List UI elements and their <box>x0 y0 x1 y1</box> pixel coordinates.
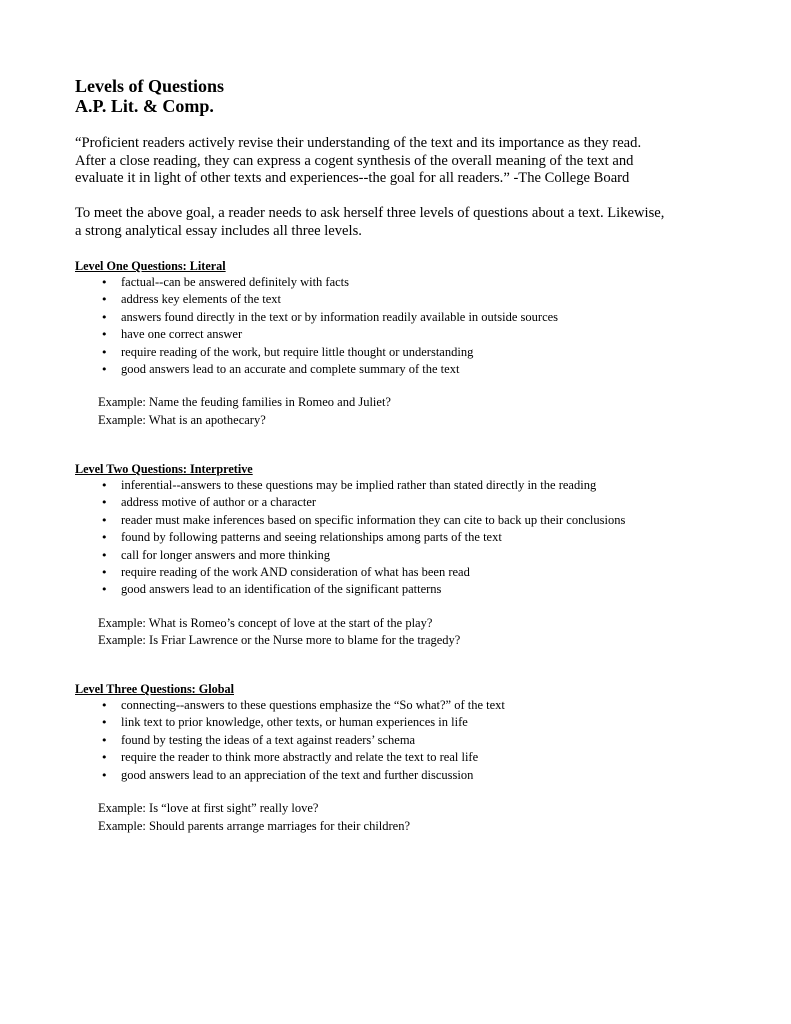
list-item: • factual--can be answered definitely with facts <box>75 274 725 291</box>
list-item: • link text to prior knowledge, other texts, or human experiences in life <box>75 714 725 731</box>
bullet-icon: • <box>101 513 108 527</box>
examples-block <box>75 615 725 650</box>
bullet-icon: • <box>101 496 108 510</box>
examples-block <box>75 394 725 429</box>
quote-line: “Proficient readers actively revise their understanding of the text and its importance as they read. <box>75 135 642 151</box>
bullet-icon: • <box>101 345 108 359</box>
quote-line: evaluate it in light of other texts and experiences--the goal for all readers.” -The College Board <box>75 170 630 186</box>
quote-paragraph <box>75 135 641 188</box>
bullet-icon: • <box>101 716 108 730</box>
title-line: Levels of Questions <box>75 76 225 96</box>
list-item: • address key elements of the text <box>75 291 725 308</box>
list-item: • require reading of the work AND consideration of what has been read <box>75 564 725 581</box>
intro-line: a strong analytical essay includes all three levels. <box>75 222 362 239</box>
list-item: • require reading of the work, but require little thought or understanding <box>75 344 725 361</box>
section-level-three <box>75 682 725 835</box>
bullet-icon: • <box>101 733 108 747</box>
bullet-icon: • <box>101 768 108 782</box>
example-line: Example: Should parents arrange marriages for their children? <box>98 818 411 833</box>
section-level-two <box>75 462 725 650</box>
bullet-icon: • <box>101 363 108 377</box>
section-heading: Level Three Questions: Global <box>75 682 235 696</box>
section-level-one <box>75 259 725 429</box>
example-line: Example: What is Romeo’s concept of love at the start of the play? <box>98 615 433 630</box>
bullet-icon: • <box>101 699 108 712</box>
bullet-icon: • <box>101 328 108 342</box>
intro-line: To meet the above goal, a reader needs to ask herself three levels of questions about a text. Likewise, <box>75 205 665 221</box>
example-line: Example: Name the feuding families in Romeo and Juliet? <box>98 395 391 410</box>
list-item: • found by testing the ideas of a text against readers’ schema <box>75 732 725 749</box>
subtitle-line: A.P. Lit. & Comp. <box>75 96 214 116</box>
intro-paragraph <box>75 205 664 240</box>
list-item: • good answers lead to an appreciation of the text and further discussion <box>75 767 725 784</box>
bullet-icon: • <box>101 751 108 765</box>
examples-block <box>75 800 725 835</box>
list-item: • connecting--answers to these questions emphasize the “So what?” of the text <box>75 697 725 714</box>
bullet-icon: • <box>101 310 108 324</box>
bullet-icon: • <box>101 548 108 562</box>
bullet-list <box>75 274 725 378</box>
list-item: • call for longer answers and more thinking <box>75 547 725 564</box>
list-item: • reader must make inferences based on specific information they can cite to back up their conclusions <box>75 512 725 529</box>
list-item: • have one correct answer <box>75 326 725 343</box>
bullet-icon: • <box>101 583 108 597</box>
bullet-icon: • <box>101 293 108 307</box>
document-title <box>75 76 224 116</box>
section-heading: Level Two Questions: Interpretive <box>75 462 253 476</box>
list-item: • good answers lead to an accurate and complete summary of the text <box>75 361 725 378</box>
list-item: • found by following patterns and seeing relationships among parts of the text <box>75 529 725 546</box>
list-item: • good answers lead to an identification of the significant patterns <box>75 581 725 598</box>
example-line: Example: What is an apothecary? <box>98 412 266 427</box>
section-heading: Level One Questions: Literal <box>75 259 226 273</box>
list-item: • require the reader to think more abstractly and relate the text to real life <box>75 749 725 766</box>
list-item: • inferential--answers to these questions may be implied rather than stated directly in the reading <box>75 477 725 494</box>
bullet-icon: • <box>101 566 108 580</box>
example-line: Example: Is Friar Lawrence or the Nurse more to blame for the tragedy? <box>98 633 461 648</box>
bullet-icon: • <box>101 531 108 545</box>
list-item: • address motive of author or a character <box>75 494 725 511</box>
example-line: Example: Is “love at first sight” really love? <box>98 801 319 816</box>
bullet-icon: • <box>101 276 108 289</box>
list-item: • answers found directly in the text or by information readily available in outside sources <box>75 309 725 326</box>
bullet-list <box>75 697 725 784</box>
bullet-icon: • <box>101 479 108 492</box>
bullet-list <box>75 477 725 599</box>
quote-line: After a close reading, they can express a cogent synthesis of the overall meaning of the text and <box>75 152 634 169</box>
